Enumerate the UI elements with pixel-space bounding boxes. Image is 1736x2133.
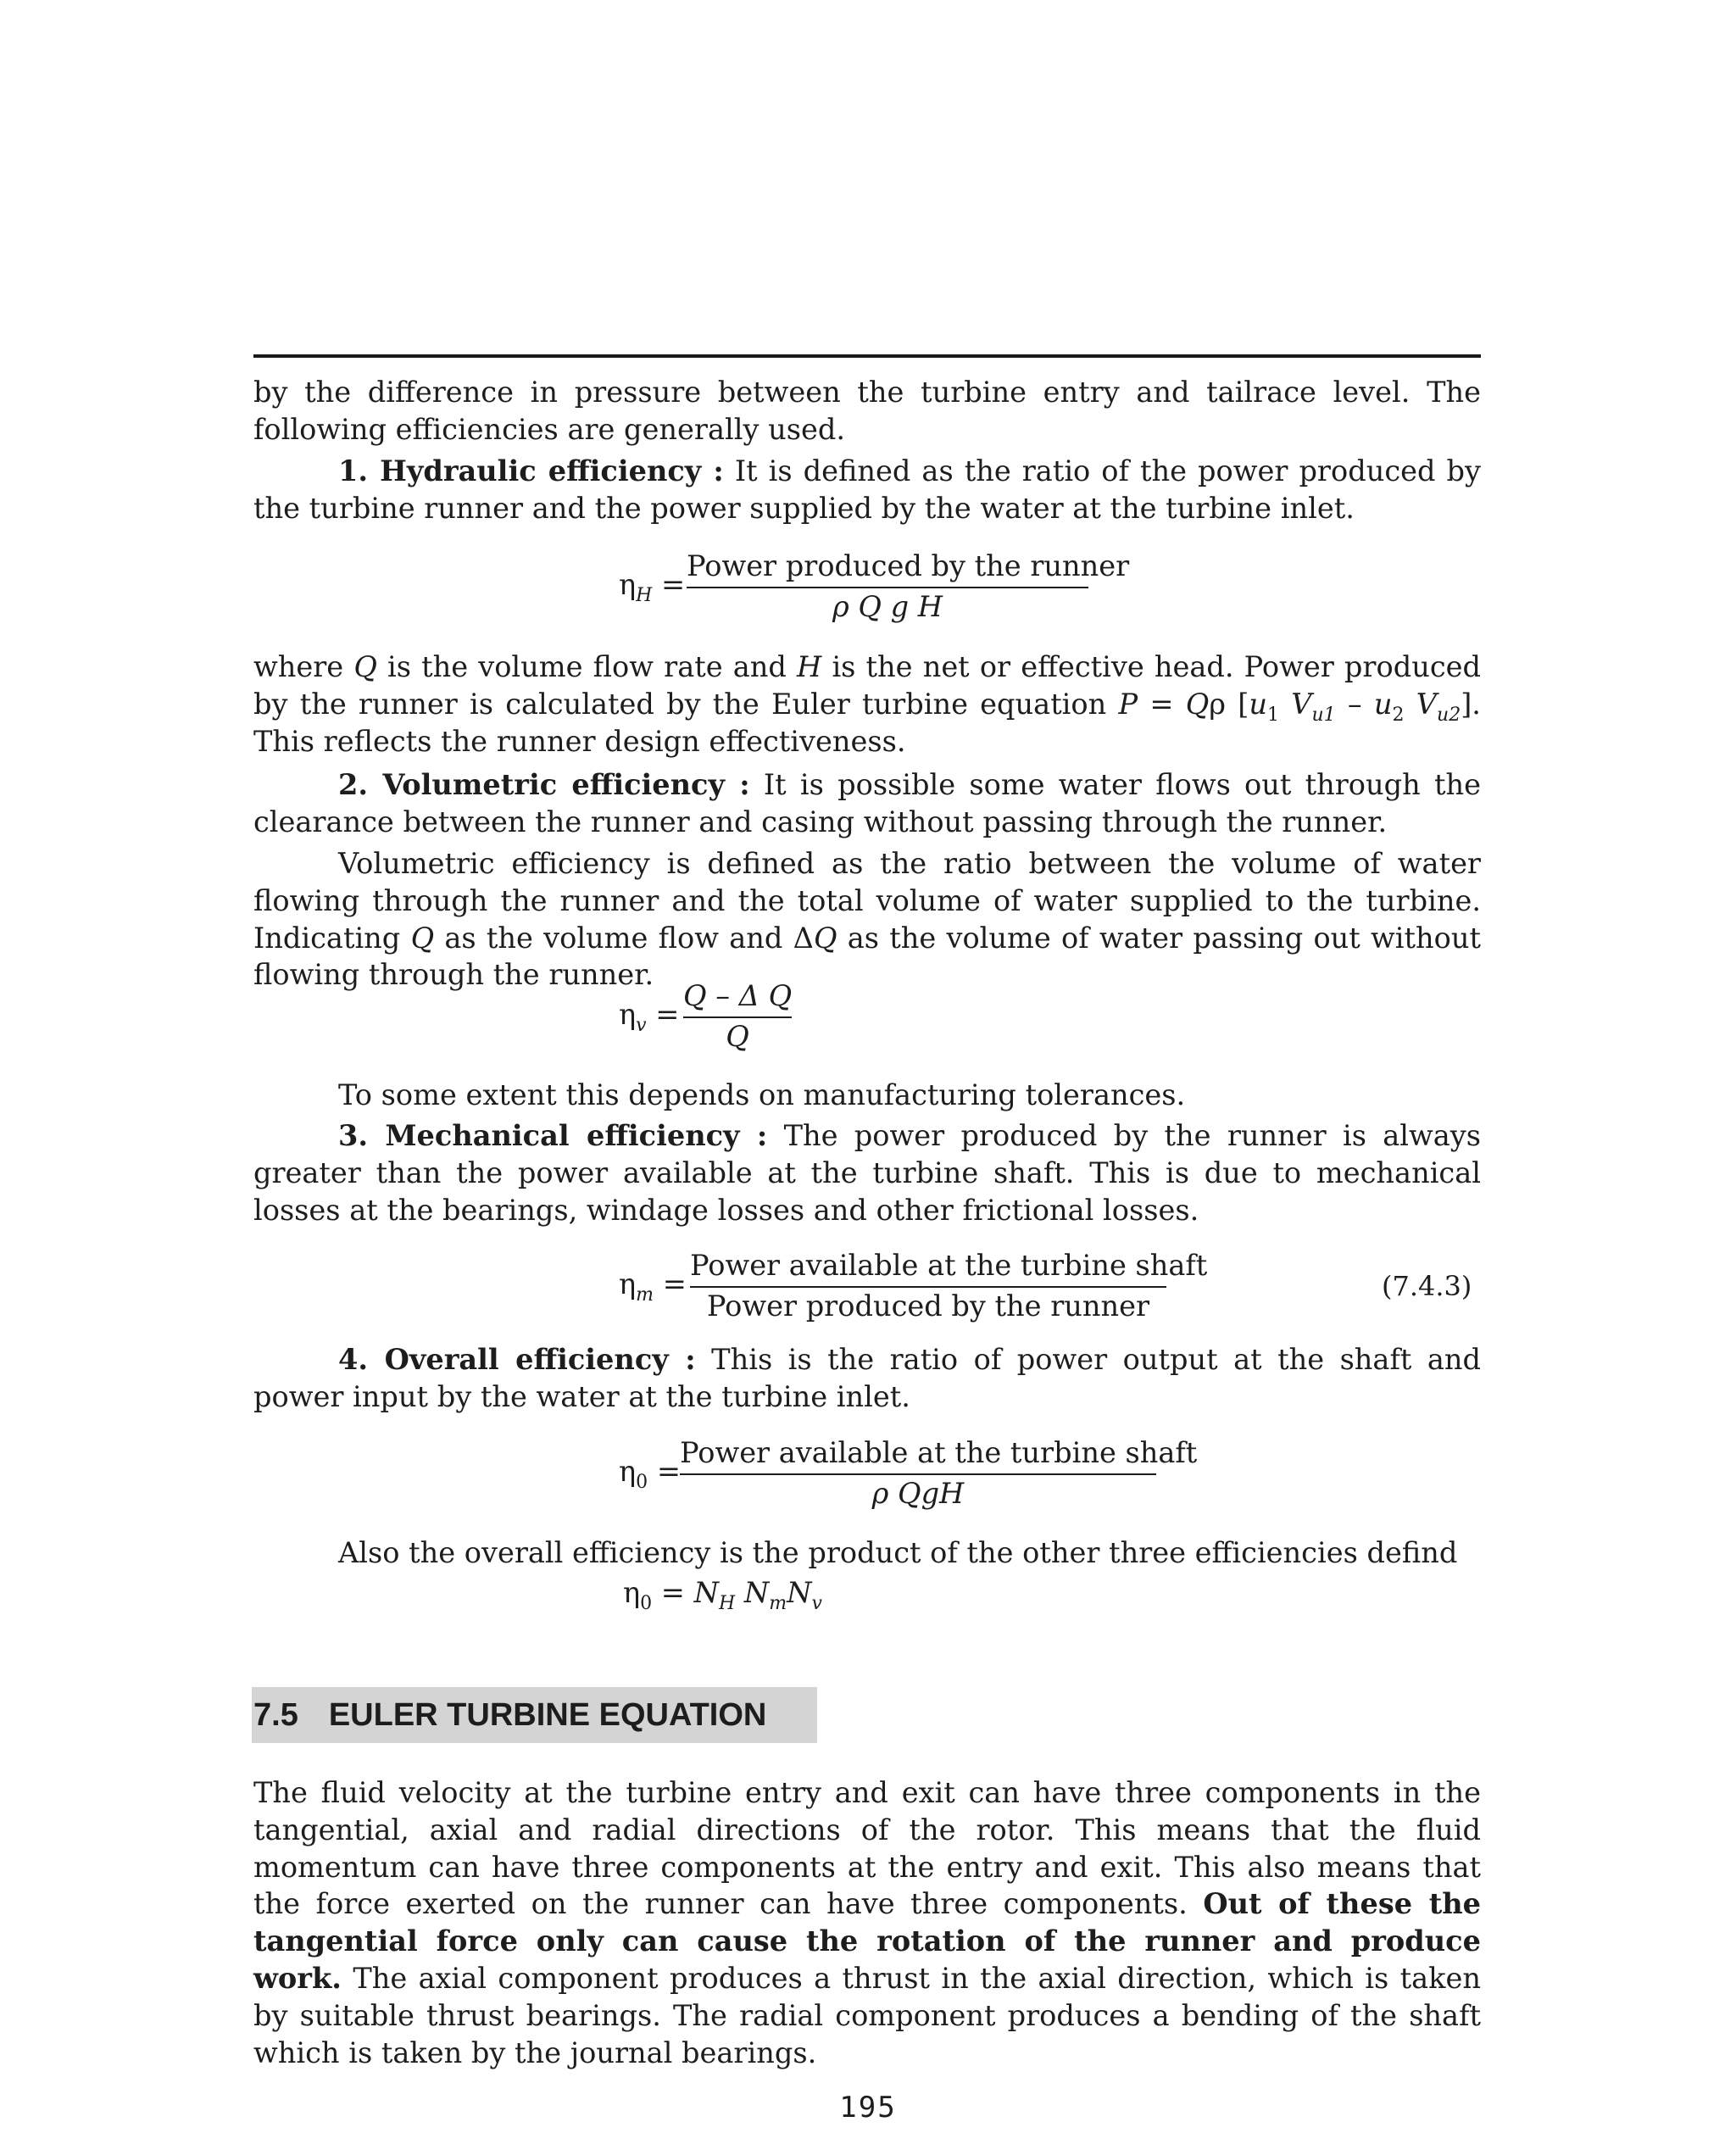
paragraph-text: by the difference in pressure between the turbine entry and tailrace level. The following efficiencies are generally used. bbox=[253, 376, 1481, 446]
equation-denominator: ρ QgH bbox=[871, 1477, 965, 1510]
equation-lhs: $\eta_m$ = bbox=[619, 1267, 687, 1306]
paragraph-where: where Q is the volume flow rate and H is the net or effective head. Power produced by the runner is calculated by the Euler turbine equation P = Qρ [$u_1$ $V_{u1} - u_2$ $V_{u2}$]. This reflects the runner design effectiveness. bbox=[253, 650, 1481, 758]
equation-numerator: Power produced by the runner bbox=[687, 549, 1130, 582]
paragraph-tolerances: To some extent this depends on manufacturing tolerances. bbox=[338, 1078, 1186, 1111]
hydraulic-efficiency-heading: 1. Hydraulic efficiency : bbox=[338, 454, 724, 487]
mechanical-efficiency-heading: 3. Mechanical efficiency : bbox=[338, 1118, 768, 1152]
equation-denominator: ρ Q g H bbox=[832, 590, 943, 623]
equation-fraction bbox=[680, 1434, 1198, 1512]
overall-efficiency-heading: 4. Overall efficiency : bbox=[338, 1342, 696, 1376]
paragraph-product: Also the overall efficiency is the product of the other three efficiencies defind bbox=[338, 1536, 1458, 1569]
equation-fraction bbox=[687, 548, 1130, 626]
equation-numerator: Power available at the turbine shaft bbox=[690, 1249, 1208, 1282]
equation-lhs: $\eta_v$ = bbox=[619, 998, 680, 1036]
equation-product: $\eta_0 = N_H$ $N_mN_v$ bbox=[623, 1576, 822, 1614]
section-heading bbox=[252, 1687, 817, 1743]
paragraph-volumetric-definition: Volumetric efficiency is defined as the ratio between the volume of water flowing through the runner and the total volume of water supplied to the turbine. Indicating Q as the volume flow and ΔQ as the volume of water passing out without flowing through the runner. bbox=[253, 847, 1481, 992]
paragraph-text: It is defined as the ratio of the power produced by the turbine runner and the power supplied by the water at the turbine inlet. bbox=[253, 454, 1481, 525]
section-number: 7.5 bbox=[253, 1697, 298, 1733]
paragraph-text: The power produced by the runner is always greater than the power available at the turbine shaft. This is due to mechanical losses at the bearings, windage losses and other frictional losses. bbox=[253, 1119, 1481, 1227]
page-number: 195 bbox=[839, 2091, 897, 2125]
equation-numerator: Power available at the turbine shaft bbox=[680, 1436, 1198, 1469]
volumetric-efficiency-heading: 2. Volumetric efficiency : bbox=[338, 767, 750, 801]
paragraph-mechanical-efficiency bbox=[253, 1117, 1481, 1228]
paragraph-intro bbox=[253, 374, 1481, 448]
equation-lhs: $\eta_0$ = bbox=[619, 1455, 681, 1493]
paragraph-text: It is possible some water flows out through the clearance between the runner and casing without passing through the runner. bbox=[253, 768, 1481, 838]
paragraph-overall-efficiency bbox=[253, 1341, 1481, 1416]
header-rule bbox=[253, 354, 1481, 358]
paragraph-hydraulic-efficiency bbox=[253, 453, 1481, 527]
equation-denominator: Q bbox=[726, 1020, 749, 1053]
equation-numerator: Q – Δ Q bbox=[683, 979, 793, 1012]
equation-denominator: Power produced by the runner bbox=[706, 1289, 1150, 1323]
section-title: EULER TURBINE EQUATION bbox=[328, 1697, 767, 1733]
emphasis-text: Out of these the tangential force only can cause the rotation of the runner and produce work. bbox=[253, 1886, 1481, 1995]
paragraph-euler: The fluid velocity at the turbine entry and exit can have three components in the tangential, axial and radial directions of the rotor. This means that the fluid momentum can have three components at the entry and exit. This also means that the force exerted on the runner can have three components. Out of these the tangential force only can cause the rotation of the runner and produce work. The axial component produces a thrust in the axial direction, which is taken by suitable thrust bearings. The radial component produces a bending of the shaft which is taken by the journal bearings. bbox=[253, 1776, 1481, 2069]
equation-fraction bbox=[690, 1247, 1208, 1325]
paragraph-volumetric-efficiency bbox=[253, 766, 1481, 841]
equation-number: (7.4.3) bbox=[1382, 1270, 1472, 1302]
equation-fraction bbox=[683, 977, 792, 1055]
equation-lhs: $\eta_H$ = bbox=[619, 568, 686, 606]
paragraph-text: This is the ratio of power output at the shaft and power input by the water at the turbine inlet. bbox=[253, 1343, 1482, 1413]
